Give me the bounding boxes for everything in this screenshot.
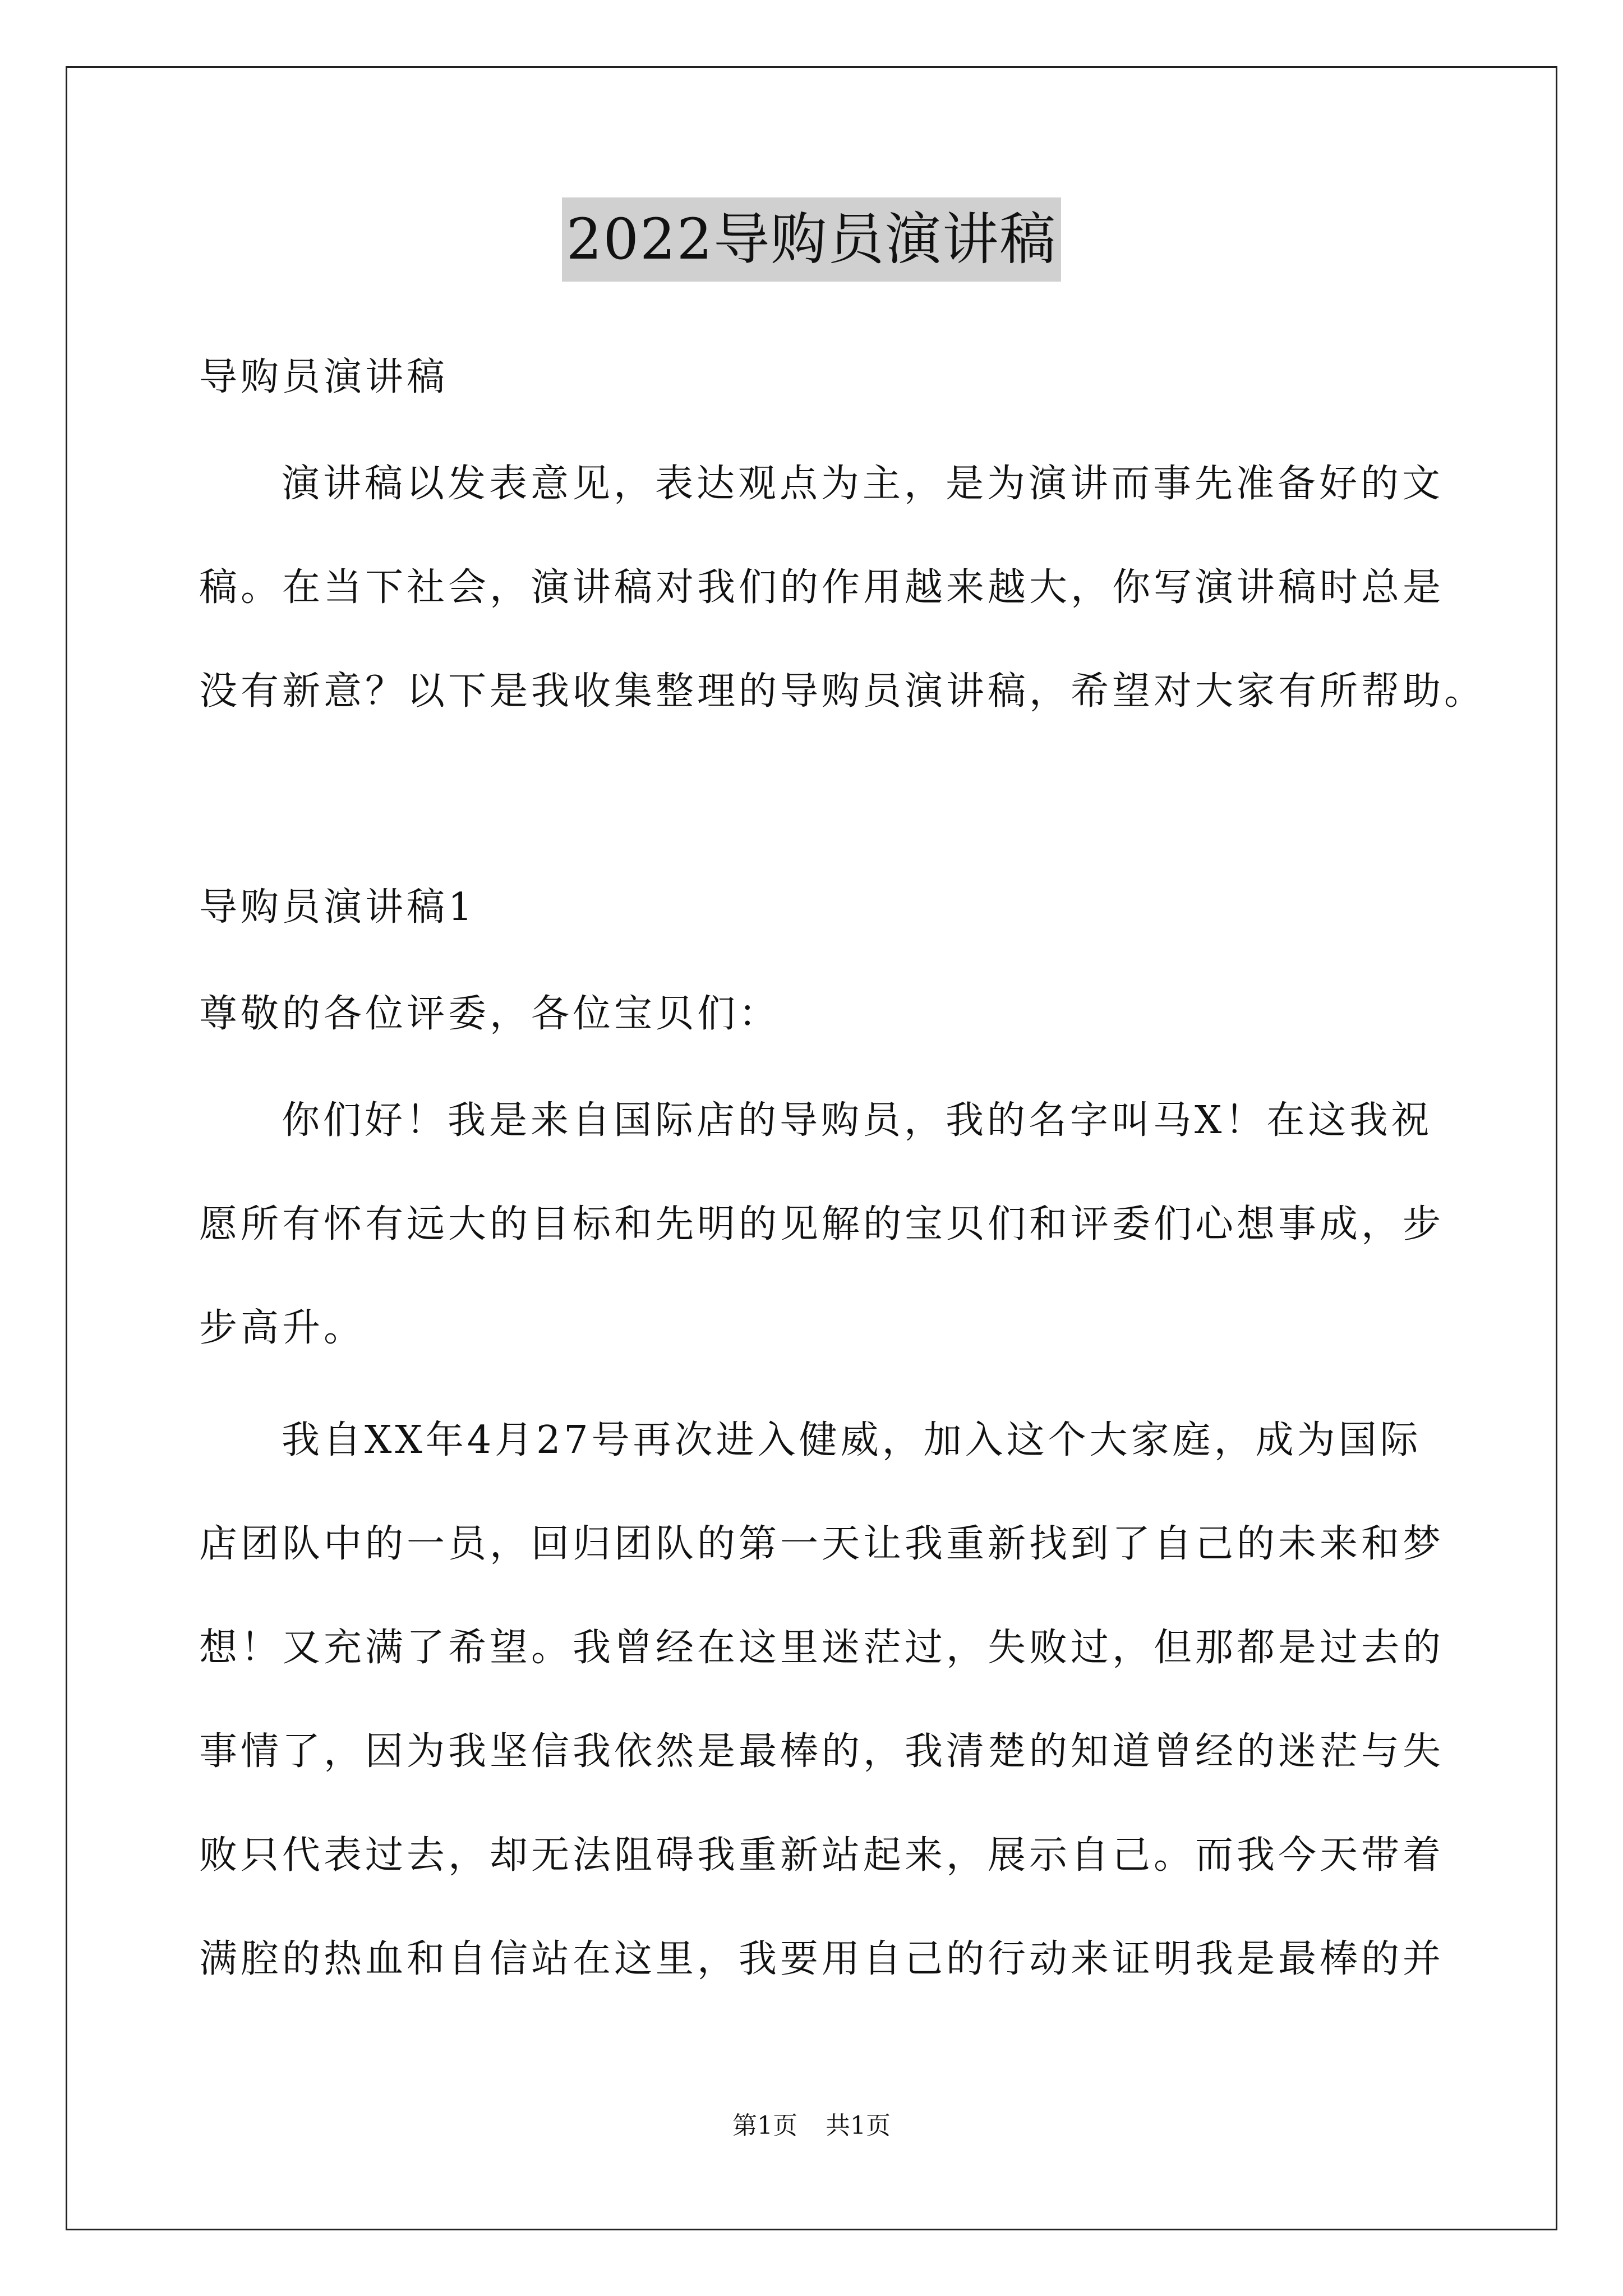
paragraph-line: 事情了，因为我坚信我依然是最棒的，我清楚的知道曾经的迷茫与失 bbox=[199, 1729, 1445, 1774]
intro-line: 没有新意？以下是我收集整理的导购员演讲稿，希望对大家有所帮助。 bbox=[199, 669, 1486, 714]
title-container bbox=[0, 197, 1623, 282]
page-number: 第1页 bbox=[732, 2111, 797, 2140]
section-heading: 导购员演讲稿1 bbox=[199, 885, 476, 930]
document-title: 2022导购员演讲稿 bbox=[562, 197, 1062, 282]
paragraph-line: 想！又充满了希望。我曾经在这里迷茫过，失败过，但那都是过去的 bbox=[199, 1626, 1445, 1670]
paragraph-line: 败只代表过去，却无法阻碍我重新站起来，展示自己。而我今天带着 bbox=[199, 1833, 1445, 1878]
paragraph-line: 满腔的热血和自信站在这里，我要用自己的行动来证明我是最棒的并 bbox=[199, 1937, 1445, 1981]
intro-line: 稿。在当下社会，演讲稿对我们的作用越来越大，你写演讲稿时总是 bbox=[199, 565, 1445, 610]
page-footer bbox=[0, 2109, 1623, 2143]
intro-line: 演讲稿以发表意见，表达观点为主，是为演讲而事先准备好的文 bbox=[282, 462, 1444, 506]
paragraph-line: 步高升。 bbox=[199, 1306, 366, 1350]
paragraph-line: 我自XX年4月27号再次进入健威，加入这个大家庭，成为国际 bbox=[282, 1418, 1422, 1462]
page-total: 共1页 bbox=[826, 2111, 891, 2140]
paragraph-line: 愿所有怀有远大的目标和先明的见解的宝贝们和评委们心想事成，步 bbox=[199, 1202, 1445, 1246]
salutation: 尊敬的各位评委，各位宝贝们： bbox=[199, 992, 781, 1036]
paragraph-line: 店团队中的一员，回归团队的第一天让我重新找到了自己的未来和梦 bbox=[199, 1522, 1445, 1566]
paragraph-line: 你们好！我是来自国际店的导购员，我的名字叫马X！在这我祝 bbox=[282, 1098, 1433, 1143]
subtitle: 导购员演讲稿 bbox=[199, 355, 449, 399]
